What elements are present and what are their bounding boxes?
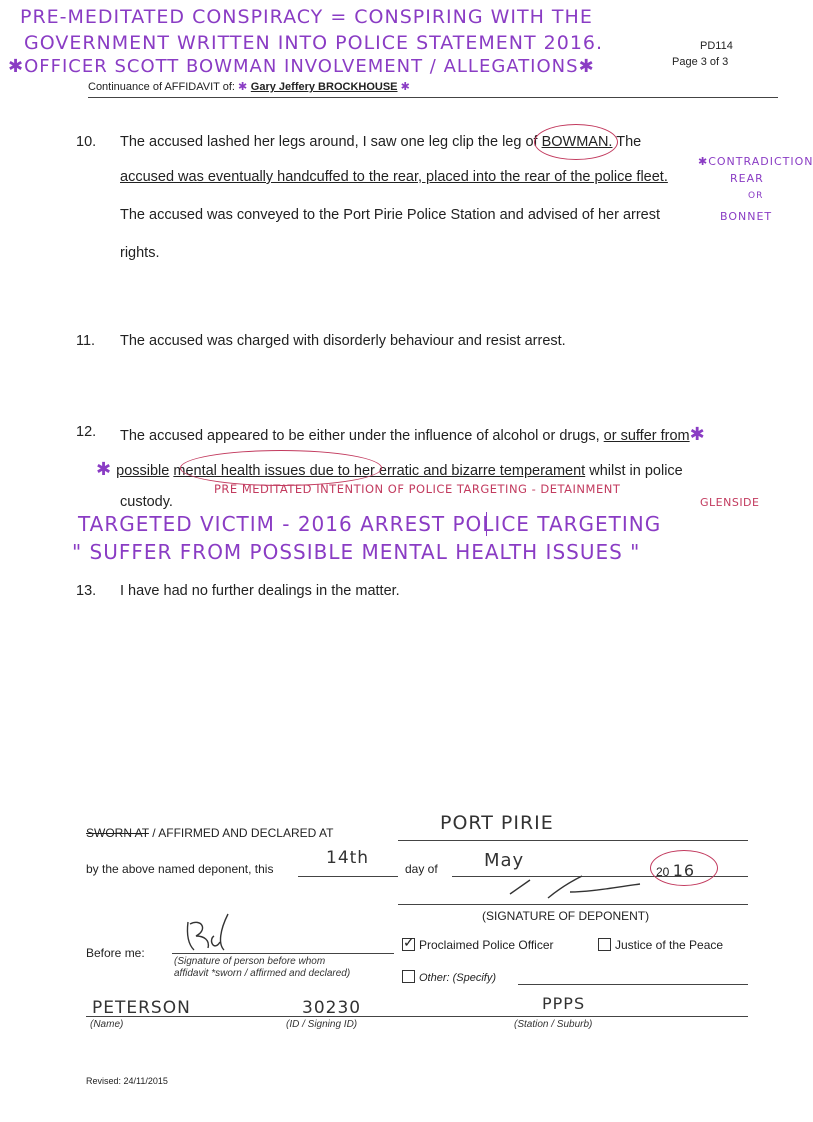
day-of-label: day of <box>405 862 438 876</box>
paragraph-10-line2: accused was eventually handcuffed to the rear, placed into the rear of the police fleet. <box>120 169 668 185</box>
deponent-name: Gary Jeffery BROCKHOUSE <box>250 81 398 93</box>
annotation-bowman-allegations: ✱OFFICER SCOTT BOWMAN INVOLVEMENT / ALLEGATIONS✱ <box>8 56 595 77</box>
checkbox-checked[interactable]: ✓ <box>403 934 415 950</box>
witness-signature-label-2: affidavit *sworn / affirmed and declared) <box>174 968 351 979</box>
annotation-bonnet: BONNET <box>720 210 773 223</box>
paragraph-12-line2: ✱ possible mental health issues due to her erratic and bizarre temperament whilst in police <box>96 459 683 480</box>
before-me-label: Before me: <box>86 946 145 960</box>
jurat-place: PORT PIRIE <box>440 812 554 834</box>
signature-of-deponent-label: (SIGNATURE OF DEPONENT) <box>482 909 650 923</box>
proclaimed-officer-checkbox[interactable]: ✓ Proclaimed Police Officer <box>403 934 554 952</box>
jurat-deponent-line: by the above named deponent, this <box>86 862 274 876</box>
paragraph-12-line1: The accused appeared to be either under the influence of alcohol or drugs, or suffer from✱ <box>120 424 706 445</box>
witness-station: PPPS <box>542 994 586 1013</box>
paragraph-10-line1: The accused lashed her legs around, I saw one leg clip the leg of BOWMAN. The <box>120 134 642 150</box>
witness-id: 30230 <box>302 998 362 1018</box>
paragraph-number: 13. <box>76 583 97 599</box>
checkbox-unchecked[interactable] <box>402 970 415 983</box>
station-label: (Station / Suburb) <box>514 1019 593 1030</box>
divider <box>486 512 487 536</box>
paragraph-number: 12. <box>76 424 97 440</box>
witness-name: PETERSON <box>92 998 191 1018</box>
star-icon: ✱ <box>698 155 709 168</box>
jurat-month: May <box>484 850 525 871</box>
circle-mark <box>650 850 718 886</box>
annotation-glenside: GLENSIDE <box>700 496 760 509</box>
circle-mark <box>534 124 618 160</box>
bowman-name: BOWMAN. <box>541 134 613 150</box>
page-number: Page 3 of 3 <box>672 56 729 68</box>
paragraph-10-line3: The accused was conveyed to the Port Pirie Police Station and advised of her arrest <box>120 207 661 223</box>
witness-signature <box>180 910 260 956</box>
paragraph-12-line3: custody. <box>120 494 173 510</box>
justice-of-peace-checkbox[interactable]: Justice of the Peace <box>598 938 723 952</box>
annotation-contradiction: ✱CONTRADICTION <box>698 155 813 168</box>
checkbox-unchecked[interactable] <box>598 938 611 951</box>
paragraph-13: I have had no further dealings in the matter. <box>120 583 400 599</box>
jurat-sworn-line: SWORN AT / AFFIRMED AND DECLARED AT <box>86 826 334 840</box>
annotation-rear: REAR <box>730 172 764 185</box>
star-icon: ✱ <box>8 56 25 77</box>
name-label: (Name) <box>90 1019 124 1030</box>
annotation-government: GOVERNMENT WRITTEN INTO POLICE STATEMENT 2016. <box>24 32 604 54</box>
paragraph-number: 11. <box>76 333 96 349</box>
annotation-or: OR <box>748 191 764 201</box>
year-field: 20 16 <box>656 861 696 880</box>
annotation-premeditated: PRE MEDITATED INTENTION OF POLICE TARGETING - DETAINMENT <box>214 482 621 496</box>
star-icon: ✱ <box>96 459 113 480</box>
annotation-targeted-victim: TARGETED VICTIM - 2016 ARREST POLICE TARGETING <box>78 512 662 536</box>
star-icon: ✱ <box>400 80 411 93</box>
annotation-conspiracy: PRE-MEDITATED CONSPIRACY = CONSPIRING WITH THE <box>20 6 593 28</box>
star-icon: ✱ <box>578 56 595 77</box>
witness-signature-label: (Signature of person before whom <box>174 956 326 967</box>
continuance-label: Continuance of AFFIDAVIT of: ✱ Gary Jeffery BROCKHOUSE ✱ <box>88 80 411 93</box>
paragraph-11: The accused was charged with disorderly behaviour and resist arrest. <box>120 333 566 349</box>
star-icon: ✱ <box>238 80 248 93</box>
paragraph-number: 10. <box>76 134 97 150</box>
id-label: (ID / Signing ID) <box>286 1019 358 1030</box>
form-code: PD114 <box>700 40 733 52</box>
revised-date: Revised: 24/11/2015 <box>86 1076 168 1086</box>
other-checkbox[interactable]: Other: (Specify) <box>402 970 496 984</box>
jurat-day: 14th <box>326 848 370 868</box>
paragraph-10-line4: rights. <box>120 245 160 261</box>
star-icon: ✱ <box>689 424 706 445</box>
circle-mark <box>180 450 382 486</box>
annotation-mental-health-quote: " SUFFER FROM POSSIBLE MENTAL HEALTH ISSUES " <box>72 540 641 564</box>
deponent-signature <box>500 870 650 904</box>
